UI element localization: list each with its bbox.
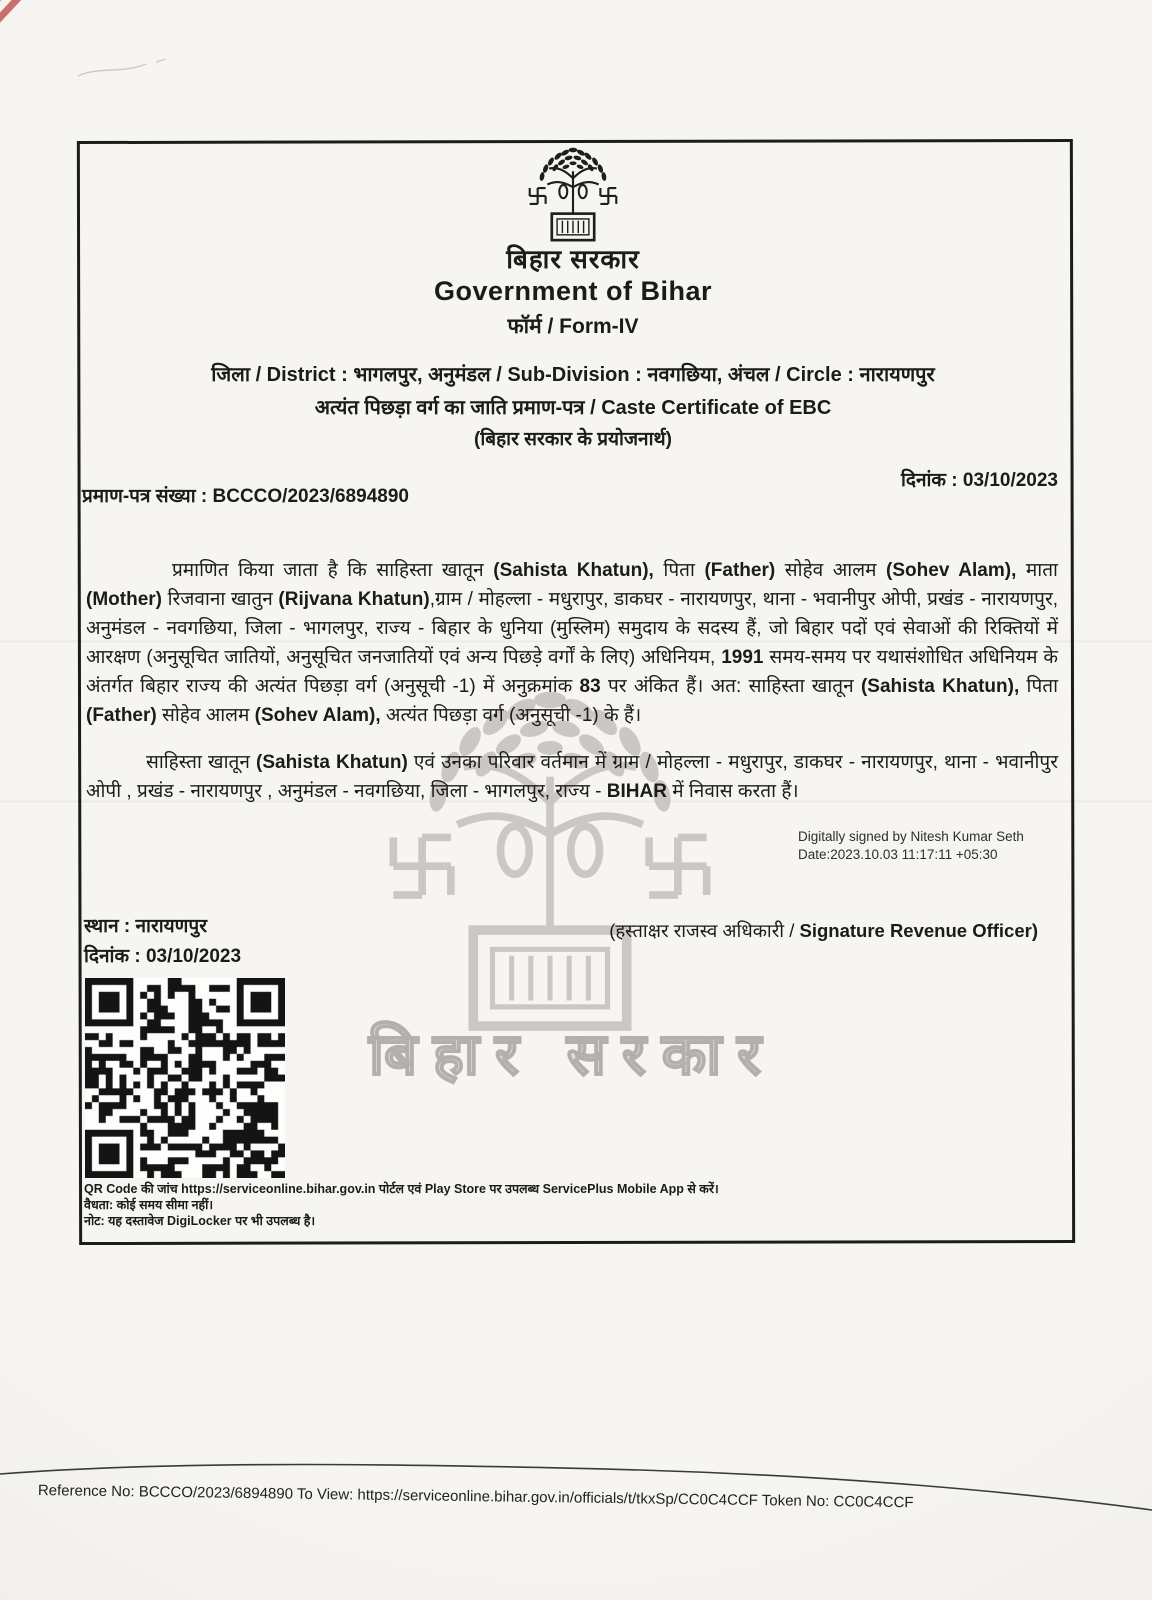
purpose-line: (बिहार सरकार के प्रयोजनार्थ)	[474, 429, 672, 450]
note-digilocker: नोट: यह दस्तावेज DigiLocker पर भी उपलब्ध है।	[84, 1214, 316, 1228]
place-line: स्थान : नारायणपुर	[84, 916, 207, 937]
note-validity: वैधता: कोई समय सीमा नहीं।	[84, 1198, 214, 1212]
footer-notes	[84, 1181, 719, 1229]
footer-reference: Reference No: BCCCO/2023/6894890 To View: https://serviceonline.bihar.gov.in/officials/t/tkxSp/CC0C4CCF Token No: CC0C4CCF	[37, 1482, 914, 1512]
digital-signature-text	[798, 828, 1024, 864]
district-line: जिला / District : भागलपुर, अनुमंडल / Sub-Division : नवगछिया, अंचल / Circle : नारायणपुर	[211, 364, 935, 386]
note-qr-check: QR Code की जांच https://serviceonline.bihar.gov.in पोर्टल एवं Play Store पर उपलब्ध ServicePlus Mobile App से करें।	[84, 1182, 719, 1196]
issue-date-bottom: दिनांक : 03/10/2023	[84, 946, 242, 967]
issue-date-top: दिनांक : 03/10/2023	[900, 470, 1058, 491]
form-number: फॉर्म / Form-IV	[507, 315, 639, 338]
certificate-number: प्रमाण-पत्र संख्या : BCCCO/2023/6894890	[82, 486, 409, 507]
qr-code	[85, 978, 285, 1178]
certificate-title: अत्यंत पिछड़ा वर्ग का जाति प्रमाण-पत्र / Caste Certificate of EBC	[314, 397, 832, 419]
digital-signature-line2: Date:2023.10.03 11:17:11 +05:30	[798, 847, 998, 862]
digital-signature-line1: Digitally signed by Nitesh Kumar Seth	[798, 829, 1024, 844]
residence-paragraph: साहिस्ता खातून (Sahista Khatun) एवं उनका परिवार वर्तमान में ग्राम / मोहल्ला - मधुरापुर, डाकघर - नारायणपुर, थाना - भवानीपुर ओपी , प्रखंड - नारायणपुर , अनुमंडल - नवगछिया, जिला - भागलपुर, राज्य - BIHAR में निवास करता हैं।	[86, 752, 1058, 802]
org-name-hindi: बिहार सरकार	[506, 244, 640, 274]
signature-officer-label: (हस्ताक्षर राजस्व अधिकारी / Signature Revenue Officer)	[609, 920, 1038, 941]
org-name-english: Government of Bihar	[433, 276, 713, 306]
watermark-text: बिहार सरकार	[368, 1022, 777, 1087]
certificate-body-paragraph: प्रमाणित किया जाता है कि साहिस्ता खातून (Sahista Khatun), पिता (Father) सोहेव आलम (Sohev Alam), माता (Mother) रिजवाना खातुन (Rijvana Khatun),ग्राम / मोहल्ला - मधुरापुर, डाकघर - नारायणपुर, थाना - भवानीपुर ओपी, प्रखंड - नारायणपुर, अनुमंडल - नवगछिया, जिला - भागलपुर, राज्य - बिहार के धुनिया (मुस्लिम) समुदाय के सदस्य हैं, जो बिहार पदों एवं सेवाओं की रिक्तियों में आरक्षण (अनुसूचित जातियों, अनुसूचित जनजातियों एवं अन्य पिछड़े वर्गों के लिए) अधिनियम, 1991 समय-समय पर यथासंशोधित अधिनियम के अंतर्गत बिहार राज्य की अत्यंत पिछड़ा वर्ग (अनुसूची -1) में अनुक्रमांक 83 पर अंकित हैं। अत: साहिस्ता खातून (Sahista Khatun), पिता (Father) सोहेव आलम (Sohev Alam), अत्यंत पिछड़ा वर्ग (अनुसूची -1) के हैं।	[86, 560, 1059, 726]
